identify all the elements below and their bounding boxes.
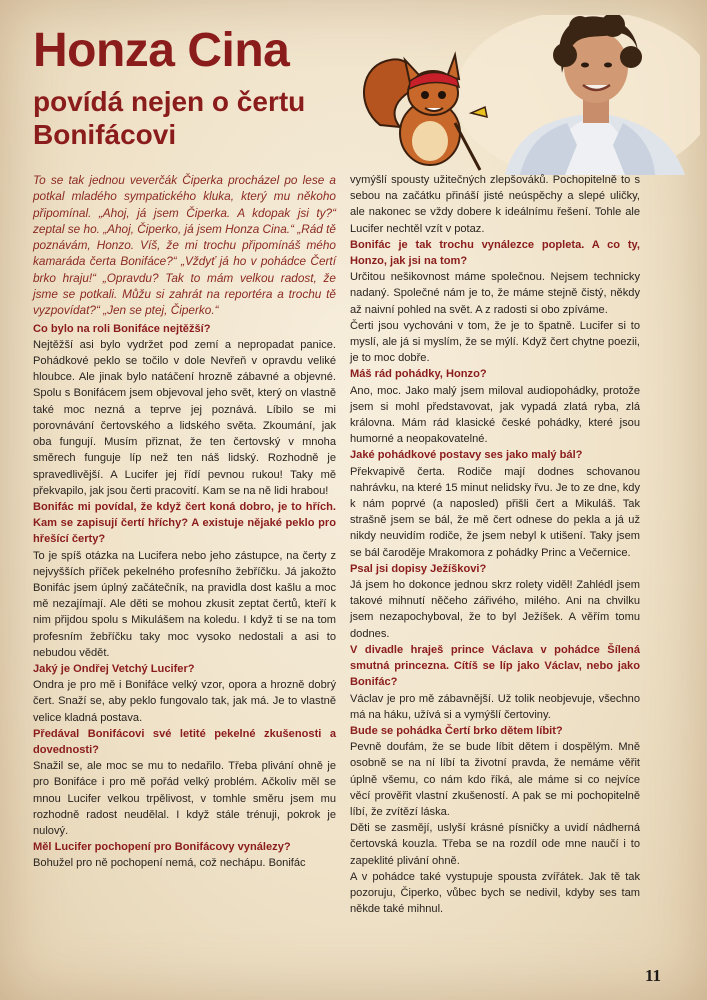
- page-number: 11: [645, 966, 662, 985]
- page-title: Honza Cina: [33, 24, 290, 77]
- interview-answer: Václav je pro mě zábavnější. Už tolik neobjevuje, všechno má na háku, užívá si a vymýšlí čertoviny.: [350, 692, 640, 721]
- hero-illustration: [355, 15, 700, 175]
- intro-paragraph: To se tak jednou veverčák Čiperka procházel po lese a potkal mladého sympatického kluka, který mu někoho připomínal. „Ahoj, já jsem Čiperka. A kdopak jsi ty?“ zeptal se ho. „Ahoj, Čiperko, já jsem Honza Cina.“ „Rád tě poznávám, Honzo. Víš, že mi trochu připomínáš mého kamaráda čerta Bonifáce?“ „Vždyť já ho v pohádce Čertí brko hraju!“ „Opravdu? Tak to mám velkou radost, že jsme se potkali. Můžu si zahrát na reportéra a trochu tě vyzpovídat?“ „Jen se ptej, Čiperko.“: [33, 173, 336, 318]
- interview-question: Jaké pohádkové postavy ses jako malý bál?: [350, 449, 583, 462]
- interview-answer: Snažil se, ale moc se mu to nedařilo. Třeba plivání ohně je pro Bonifáce i pro mě pořád velký problém. Ačkoliv měl se mnou Lucifer velkou trpělivost, v tomhle směru jsem mu rozhodně radost neudělal. I když stále trénuji, pokrok je nulový.: [33, 760, 336, 837]
- interview-answer: Bohužel pro ně pochopení nemá, což nechápu. Bonifác: [33, 857, 306, 870]
- right-column: [350, 172, 640, 917]
- interview-question: Bude se pohádka Čertí brko dětem líbit?: [350, 724, 563, 737]
- interview-answer: vymýšlí spousty užitečných zlepšováků. Pochopitelně to s sebou na začátku přináší jisté neúspěchy a slepé uličky, ale nakonec se vždy dobere k ideálnímu řešení. Tohle ale Lucifer nechtěl vzít v potaz.: [350, 174, 640, 235]
- interview-answer: To je spíš otázka na Lucifera nebo jeho zástupce, na čerty z nejvyšších příček pekelného profesního žebříčku. Já jakožto Bonifác jsem úplný začátečník, na pravidla dost kašlu a moc mě nezajímají. Ale děti se mohou zkusit zeptat čertů, kteří k nim přijdou spolu s Mikulášem na koledu. I když ti se na tom profesním žebříčku taky moc vysoko nedostali a asi to nebudou vědět.: [33, 549, 336, 659]
- interview-answer: Nejtěžší asi bylo vydržet pod zemí a nepropadat panice. Pohádkové peklo se točilo v dole Nevřeň v opravdu veliké hloubce. Ale jinak bylo natáčení hrozně zábavné a objevné. Spolu s Bonifácem jsem objevoval jeho svět, který on vlastně také moc nezná a teprve jej poznává. Líbilo se mi porovnávání čertovského a lidského světa. Zkoumání, jak oba fungují. Musím přiznat, že ten čertovský v mnoha směrech funguje líp než ten náš lidský. Rozhodně je spravedlivější. A Lucifer jej řídí pevnou rukou! Taky mě překvapilo, jak jsou čerti pracovití. Kam se na ně lidi hrabou!: [33, 338, 336, 497]
- interview-answer: Překvapivě čerta. Rodiče mají dodnes schovanou nahrávku, na které 15 minut nelidsky řvu. Je to ze dne, kdy k nám poprvé (a naposled) přišli čert a Mikuláš. Tak strašně jsem se bál, že mě čert odnese do pekla a já už nikdy neuvidím rodiče, že jsem nebyl k utišení. Taky jsem se bál čaroděje Mrakomora z pohádky Princ a Večernice.: [350, 465, 640, 559]
- interview-question: Bonifác je tak trochu vynálezce popleta. A co ty, Honzo, jak jsi na tom?: [350, 238, 640, 268]
- interview-question: Máš rád pohádky, Honzo?: [350, 368, 487, 381]
- interview-answer: Čerti jsou vychováni v tom, že je to špatně. Lucifer si to myslí, ale já si myslím, že se mýlí. Když čert chytne poezii, je to moc dobře.: [350, 319, 640, 365]
- subtitle-line-1: povídá nejen o čertu: [33, 86, 306, 117]
- left-column: [33, 172, 336, 872]
- interview-answer: A v pohádce také vystupuje spousta zvířátek. Jak tě tak pozoruju, Čiperko, vůbec bych se nedivil, kdyby ses tam někde také mihnul.: [350, 870, 640, 916]
- interview-answer: Pevně doufám, že se bude líbit dětem i dospělým. Mně osobně se na ní líbí ta životní pravda, že nemáme věřit úplně všemu, co nám kdo říká, ale máme si co nejvíce věcí prověřit vlastní zkušeností. A pak se mi pochopitelně líbí, že zvítězí láska.: [350, 741, 640, 818]
- interview-answer: Ano, moc. Jako malý jsem miloval audiopohádky, protože jsem si mohl představovat, jak vypadá zlatá ryba, zlá královna. Mám rád klasické české pohádky, které jsou humorné a neopakovatelné.: [350, 384, 640, 446]
- interview-question: Jaký je Ondřej Vetchý Lucifer?: [33, 662, 195, 675]
- interview-answer: Ondra je pro mě i Bonifáce velký vzor, opora a hrozně dobrý čert. Snaží se, aby peklo fungovalo tak, jak má. Je to vlastně velice kladná postava.: [33, 679, 336, 724]
- interview-answer: Děti se zasmějí, uslyší krásné písničky a uvidí nádherná čertovská kouzla. Třeba se na rozdíl ode mne naučí i to zapeklité plivání ohně.: [350, 822, 640, 867]
- interview-question: V divadle hraješ prince Václava v pohádce Šílená smutná princezna. Cítíš se líp jako Václav, nebo jako Bonifác?: [350, 643, 640, 689]
- interview-question: Bonifác mi povídal, že když čert koná dobro, je to hřích. Kam se zapisují čertí hříchy? A existuje nějaké peklo pro hřešící čerty?: [33, 500, 336, 546]
- subtitle-line-2: Bonifácovi: [33, 119, 177, 151]
- interview-answer: Určitou nešikovnost máme společnou. Nejsem technicky nadaný. Společné nám je to, že máme stejně čistý, někdy až naivní pohled na svět. A z radosti si obo zpíváme.: [350, 271, 640, 316]
- interview-question: Předával Bonifácovi své letité pekelné zkušenosti a dovednosti?: [33, 727, 336, 756]
- interview-question: Měl Lucifer pochopení pro Bonifácovy vynálezy?: [33, 841, 291, 854]
- interview-question: Co bylo na roli Bonifáce nejtěžší?: [33, 322, 211, 335]
- interview-answer: Já jsem ho dokonce jednou skrz rolety viděl! Zahlédl jsem takové mihnutí něčeho zářivého, milého. Ani na chvilku jsem nezapochyboval, že to byl Ježíšek. A věřím tomu dodnes.: [350, 579, 640, 640]
- page-subtitle: [33, 85, 305, 151]
- interview-question: Psal jsi dopisy Ježíškovi?: [350, 562, 487, 575]
